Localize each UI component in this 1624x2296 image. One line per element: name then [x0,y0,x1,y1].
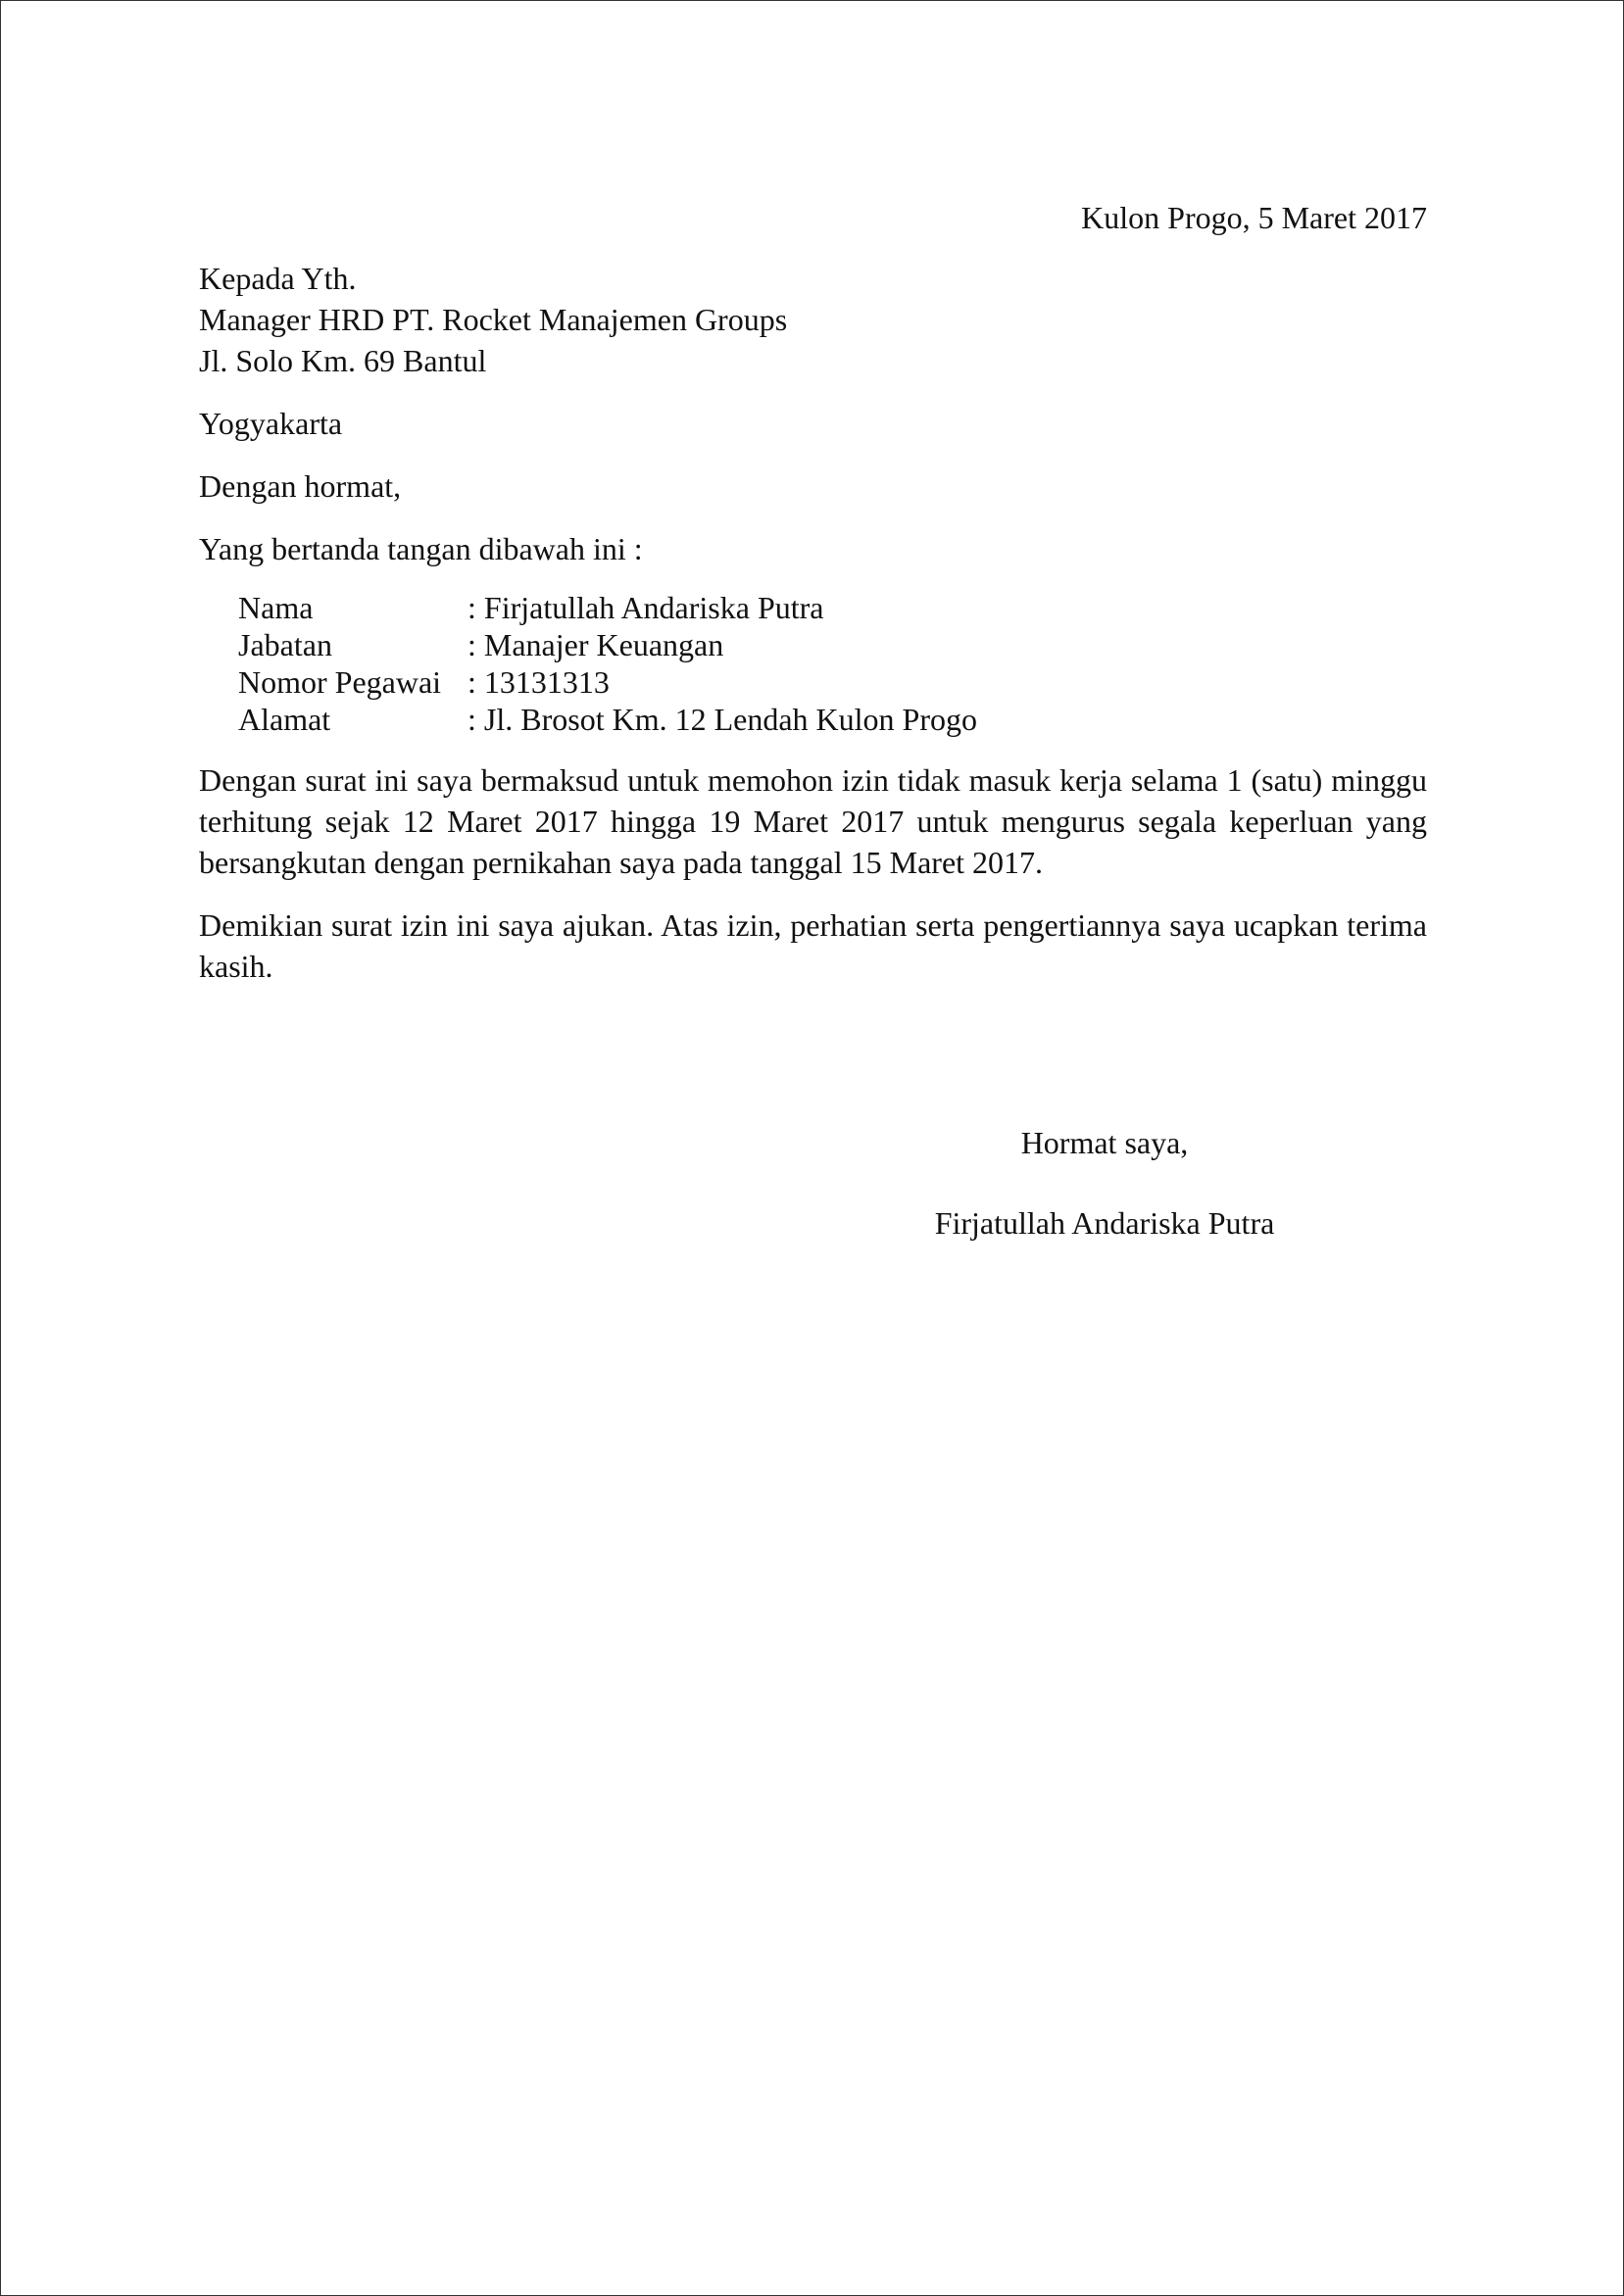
letter-body [199,197,1427,987]
identity-value: : Firjatullah Andariska Putra [468,590,824,625]
identity-table [238,589,977,738]
identity-row [238,701,977,738]
closing-paragraph: Demikian surat izin ini saya ajukan. Atas izin, perhatian serta pengertiannya saya ucapkan terima kasih. [199,907,1427,984]
recipient-block [199,258,1427,381]
intro-line: Yang bertanda tangan dibawah ini : [199,531,643,566]
signatory-name: Firjatullah Andariska Putra [934,1205,1275,1241]
identity-value: : 13131313 [468,664,610,700]
recipient-title: Manager HRD PT. Rocket Manajemen Groups [199,302,788,337]
recipient-city: Yogyakarta [199,406,343,441]
body-paragraph: Dengan surat ini saya bermaksud untuk memohon izin tidak masuk kerja selama 1 (satu) minggu terhitung sejak 12 Maret 2017 hingga 19 Maret 2017 untuk mengurus segala keperluan yang bersangkutan dengan pernikahan saya pada tanggal 15 Maret 2017. [199,762,1427,880]
identity-label: Alamat [238,702,331,737]
identity-row [238,663,977,701]
recipient-greeting: Kepada Yth. [199,261,357,296]
identity-value: : Manajer Keuangan [468,627,724,662]
identity-row [238,589,977,626]
closing-greeting: Hormat saya, [1020,1125,1189,1160]
identity-label: Nama [238,590,314,625]
identity-row [238,626,977,663]
identity-value: : Jl. Brosot Km. 12 Lendah Kulon Progo [468,702,977,737]
identity-label: Jabatan [238,627,332,662]
recipient-address: Jl. Solo Km. 69 Bantul [199,343,487,378]
identity-label: Nomor Pegawai [238,664,442,700]
salutation: Dengan hormat, [199,468,402,504]
place-date: Kulon Progo, 5 Maret 2017 [1081,200,1427,235]
